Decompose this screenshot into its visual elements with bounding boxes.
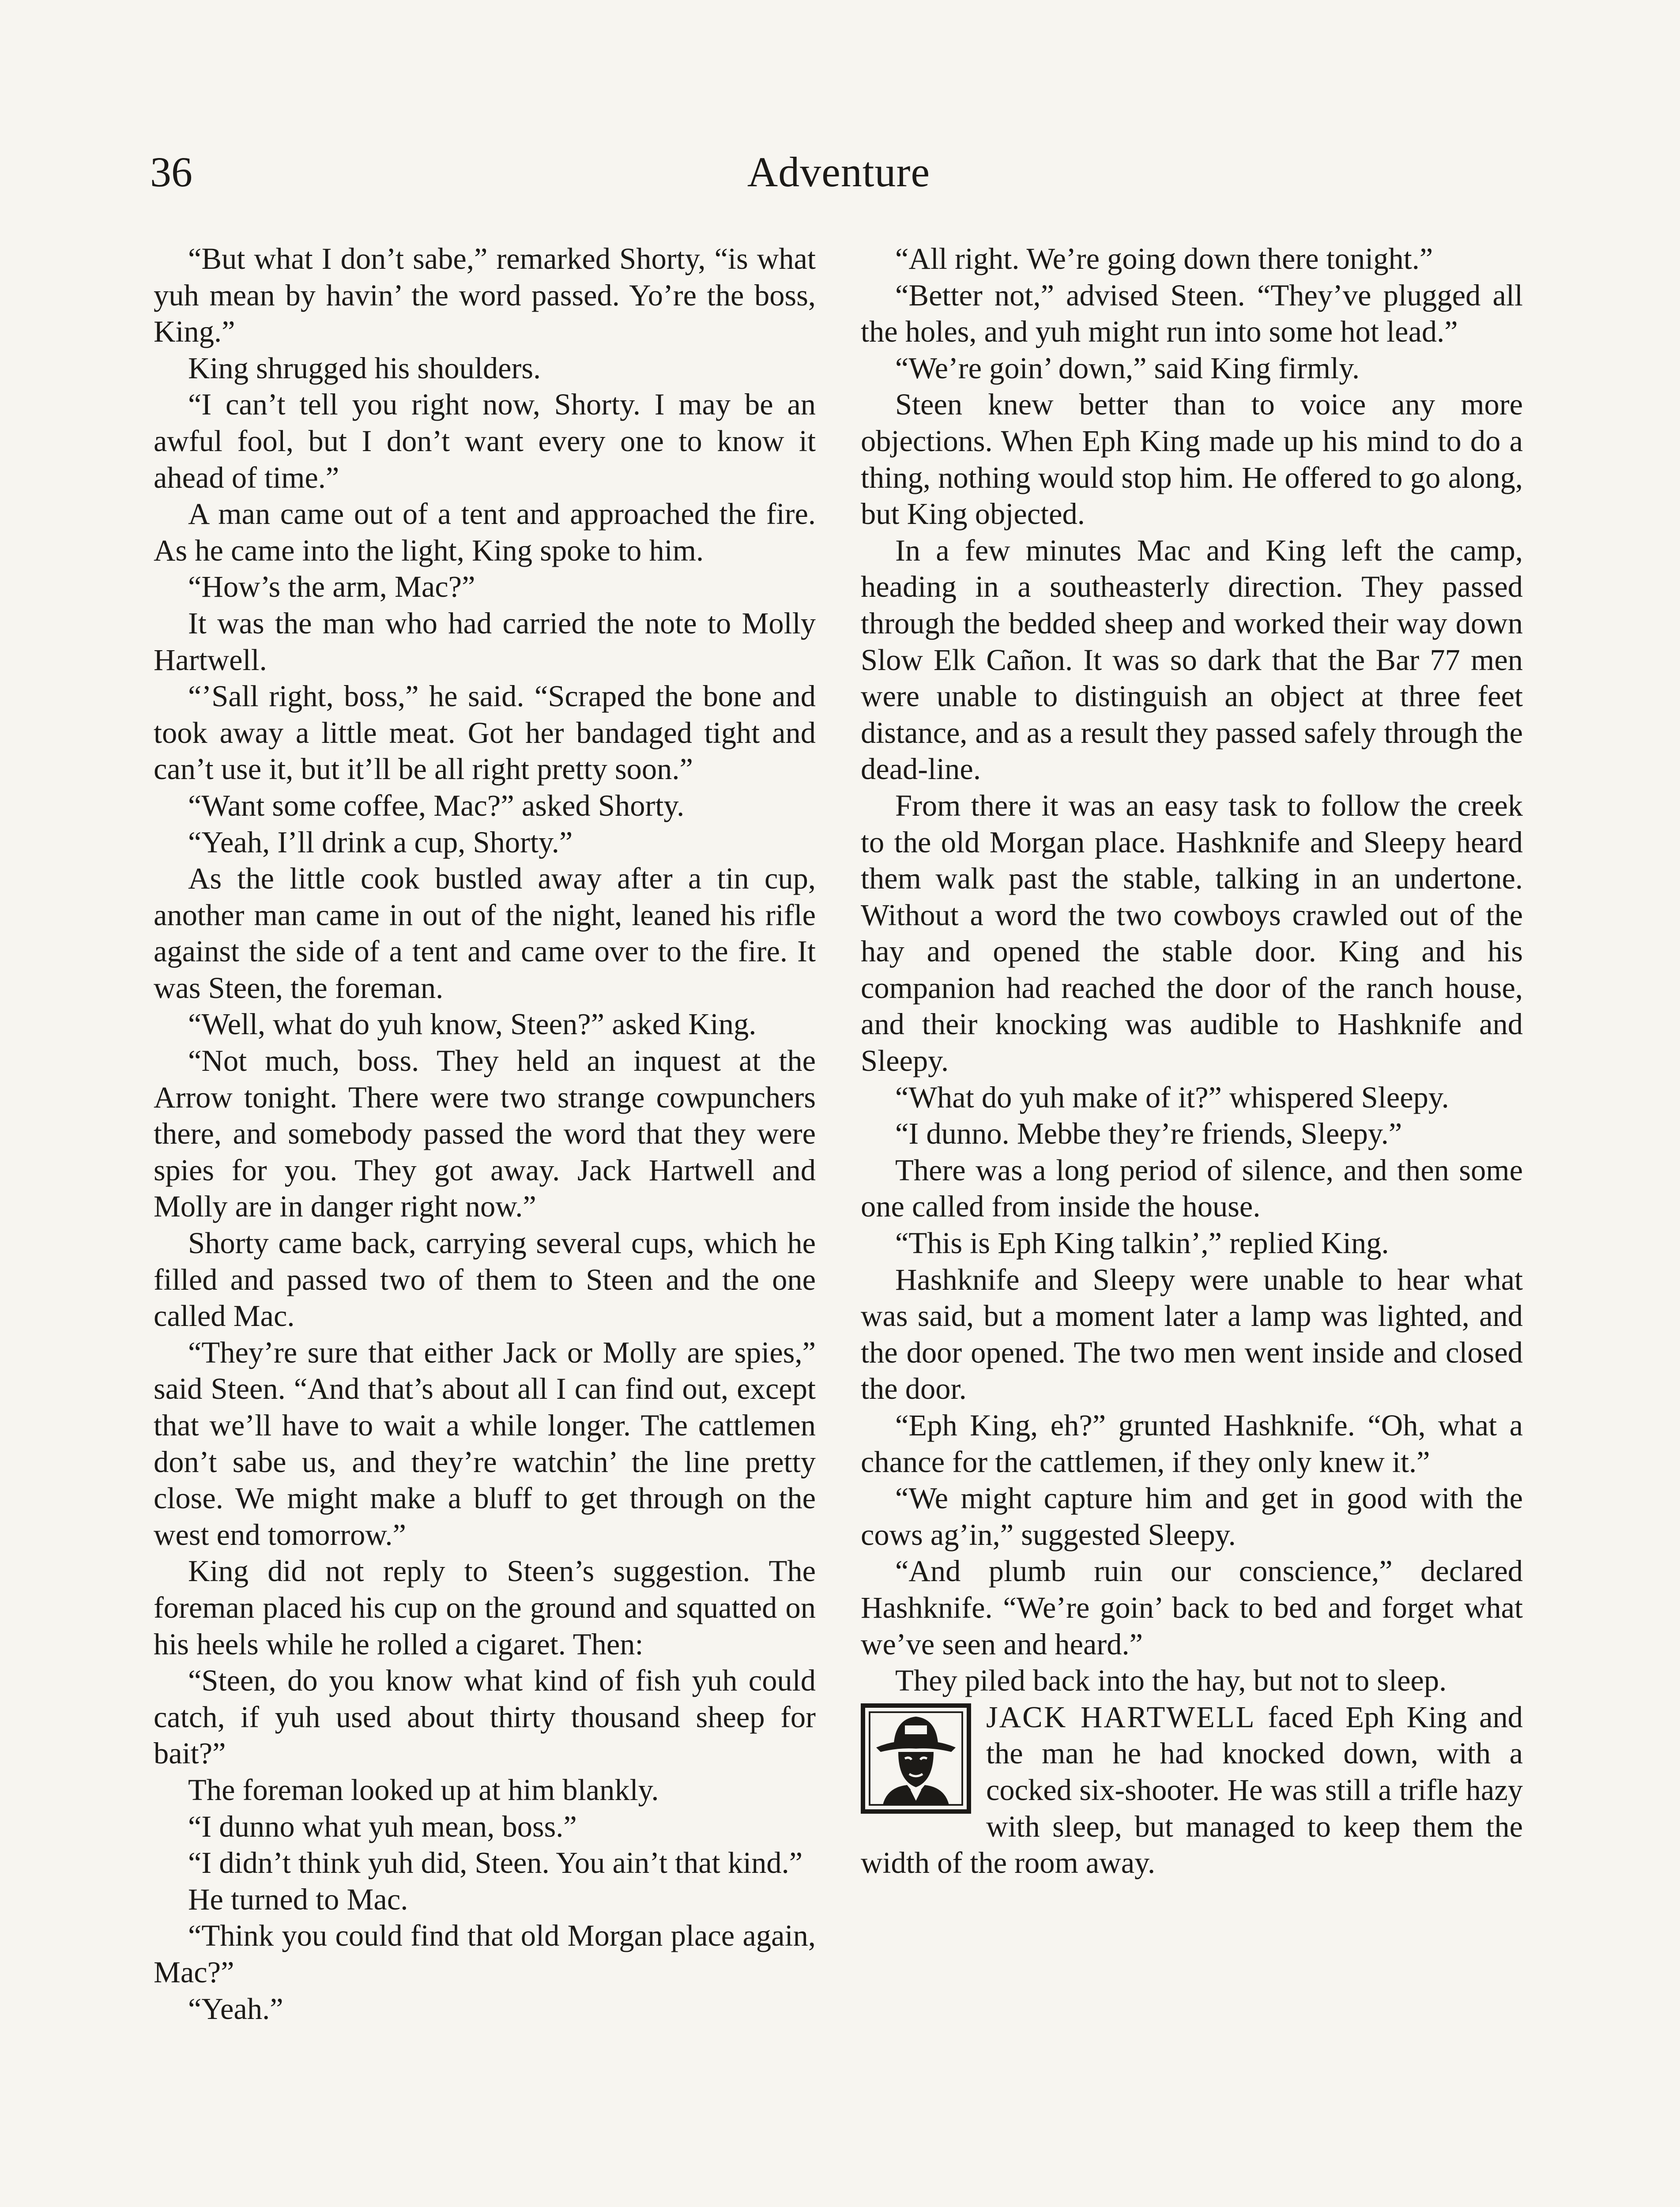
paragraph: “Yeah.”: [188, 1992, 283, 2026]
paragraph: “Not much, boss. They held an inquest at the Arrow tonight. There were two strange cowpunchers there, and somebody passed the word that they were spies for you. They got away. Jack Hartwell and Molly are in danger right now.”: [154, 1044, 816, 1224]
paragraph: “Better not,” advised Steen. “They’ve plugged all the holes, and yuh might run into some hot lead.”: [861, 278, 1523, 349]
paragraph: “All right. We’re going down there tonight.”: [895, 242, 1433, 275]
paragraph: “Think you could find that old Morgan place again, Mac?”: [154, 1919, 816, 1989]
paragraph: “I didn’t think yuh did, Steen. You ain’t that kind.”: [188, 1846, 803, 1880]
paragraph: There was a long period of silence, and then some one called from inside the house.: [861, 1153, 1523, 1224]
paragraph: “What do yuh make of it?” whispered Sleepy.: [895, 1080, 1449, 1114]
cowboy-portrait-icon: [861, 1703, 971, 1814]
magazine-title: Adventure: [747, 148, 930, 196]
paragraph: “This is Eph King talkin’,” replied King.: [895, 1226, 1389, 1260]
paragraph: “We might capture him and get in good with the cows ag’in,” suggested Sleepy.: [861, 1481, 1523, 1552]
paragraph: “I dunno. Mebbe they’re friends, Sleepy.”: [895, 1117, 1402, 1151]
running-head: [150, 146, 1527, 199]
paragraph: “I can’t tell you right now, Shorty. I may be an awful fool, but I don’t want every one to know it ahead of time.”: [154, 388, 816, 494]
paragraph: He turned to Mac.: [188, 1882, 408, 1916]
right-column: [861, 241, 1523, 1881]
paragraph: In a few minutes Mac and King left the camp, heading in a southeasterly direction. They passed through the bedded sheep and worked their way down Slow Elk Cañon. It was so dark that the Bar 77 men were unable to distinguish an object at three feet distance, and as a result they passed safely through the dead-line.: [861, 533, 1523, 786]
paragraph: The foreman looked up at him blankly.: [188, 1773, 659, 1807]
left-column: [154, 241, 816, 2027]
paragraph: “Eph King, eh?” grunted Hashknife. “Oh, what a chance for the cattlemen, if they only knew it.”: [861, 1409, 1523, 1479]
paragraph: “’Sall right, boss,” he said. “Scraped the bone and took away a little meat. Got her bandaged tight and can’t use it, but it’ll be all right pretty soon.”: [154, 679, 816, 786]
paragraph: “We’re goin’ down,” said King firmly.: [895, 351, 1360, 385]
paragraph: “And plumb ruin our conscience,” declared Hashknife. “We’re goin’ back to bed and forget what we’ve seen and heard.”: [861, 1554, 1523, 1661]
paragraph: “Want some coffee, Mac?” asked Shorty.: [188, 788, 685, 822]
paragraph: Steen knew better than to voice any more objections. When Eph King made up his mind to do a thing, nothing would stop him. He offered to go along, but King objected.: [861, 388, 1523, 531]
paragraph: A man came out of a tent and approached the fire. As he came into the light, King spoke to him.: [154, 497, 816, 567]
section-opening-paragraph: [861, 1699, 1523, 1881]
paragraph: King did not reply to Steen’s suggestion. The foreman placed his cup on the ground and squatted on his heels while he rolled a cigaret. Then:: [154, 1554, 816, 1661]
paragraph: “I dunno what yuh mean, boss.”: [188, 1809, 577, 1843]
paragraph: They piled back into the hay, but not to sleep.: [895, 1664, 1447, 1698]
paragraph: “Yeah, I’ll drink a cup, Shorty.”: [188, 825, 573, 859]
paragraph: King shrugged his shoulders.: [188, 351, 541, 385]
paragraph: “They’re sure that either Jack or Molly are spies,” said Steen. “And that’s about all I can find out, except that we’ll have to wait a while longer. The cattlemen don’t sabe us, and they’re watchin’ the line pretty close. We might make a bluff to get through on the west end tomorrow.”: [154, 1335, 816, 1552]
paragraph: Hashknife and Sleepy were unable to hear what was said, but a moment later a lamp was lighted, and the door opened. The two men went inside and closed the door.: [861, 1262, 1523, 1406]
paragraph: Shorty came back, carrying several cups, which he filled and passed two of them to Steen and the one called Mac.: [154, 1226, 816, 1333]
paragraph: “Well, what do yuh know, Steen?” asked King.: [188, 1007, 757, 1041]
paragraph: From there it was an easy task to follow the creek to the old Morgan place. Hashknife and Sleepy heard them walk past the stable, talking in an undertone. Without a word the two cowboys crawled out of the hay and opened the stable door. King and his companion had reached the door of the ranch house, and their knocking was audible to Hashknife and Sleepy.: [861, 788, 1523, 1078]
page-number: 36: [150, 148, 192, 196]
paragraph: As the little cook bustled away after a tin cup, another man came in out of the night, leaned his rifle against the side of a tent and came over to the fire. It was Steen, the foreman.: [154, 862, 816, 1005]
section-text: faced Eph King and the man he had knocked down, with a cocked six-shooter. He was still a trifle hazy with sleep, but managed to keep them the width of the room away.: [861, 1700, 1523, 1880]
section-lead-caps: JACK HARTWELL: [986, 1700, 1256, 1734]
paragraph: “How’s the arm, Mac?”: [188, 570, 475, 604]
paragraph: It was the man who had carried the note to Molly Hartwell.: [154, 606, 816, 677]
paragraph: “Steen, do you know what kind of fish yuh could catch, if yuh used about thirty thousand sheep for bait?”: [154, 1664, 816, 1770]
paragraph: “But what I don’t sabe,” remarked Shorty, “is what yuh mean by havin’ the word passed. Yo’re the boss, King.”: [154, 242, 816, 349]
